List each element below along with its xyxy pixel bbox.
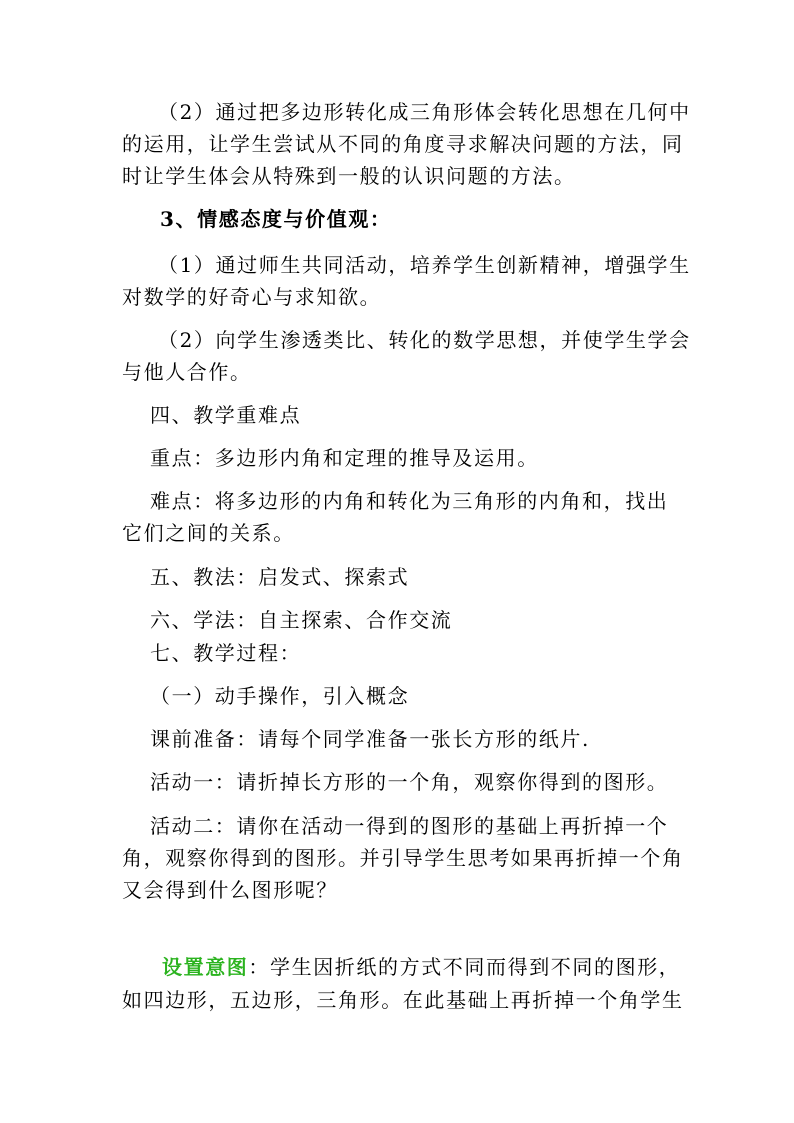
paragraph-line: 如四边形，五边形，三角形。在此基础上再折掉一个角学生	[122, 988, 684, 1012]
paragraph-line: 角，观察你得到的图形。并引导学生思考如果再折掉一个角	[122, 846, 684, 870]
paragraph-line: 活动二：请你在活动一得到的图形的基础上再折掉一个	[150, 814, 669, 838]
intent-text: ：学生因折纸的方式不同而得到不同的图形，	[248, 955, 681, 979]
paragraph-line: 难点：将多边形的内角和转化为三角形的内角和，找出	[150, 489, 669, 513]
paragraph-line: 的运用，让学生尝试从不同的角度寻求解决问题的方法，同	[122, 132, 684, 156]
paragraph-line: 活动一：请折掉长方形的一个角，观察你得到的图形。	[150, 770, 669, 794]
paragraph-line: 与他人合作。	[122, 360, 252, 384]
subsection-heading: （一）动手操作，引入概念	[150, 684, 410, 708]
paragraph-line: （2）通过把多边形转化成三角形体会转化思想在几何中	[158, 100, 691, 124]
section-heading: 3、情感态度与价值观：	[160, 207, 392, 231]
paragraph-line: 又会得到什么图形呢？	[122, 878, 338, 902]
paragraph-line: 对数学的好奇心与求知欲。	[122, 285, 382, 309]
section-heading: 五、教法：启发式、探索式	[150, 565, 410, 589]
paragraph-line: 课前准备：请每个同学准备一张长方形的纸片.	[150, 727, 590, 751]
paragraph-line: 重点：多边形内角和定理的推导及运用。	[150, 446, 539, 470]
paragraph-line: （1）通过师生共同活动，培养学生创新精神，增强学生	[158, 253, 691, 277]
section-heading: 四、教学重难点	[150, 403, 302, 427]
paragraph-line	[162, 955, 680, 979]
paragraph-line: 时让学生体会从特殊到一般的认识问题的方法。	[122, 164, 576, 188]
section-heading: 六、学法：自主探索、合作交流	[150, 608, 453, 632]
paragraph-line: 它们之间的关系。	[122, 521, 295, 545]
intent-label: 设置意图	[162, 955, 249, 979]
paragraph-line: （2）向学生渗透类比、转化的数学思想，并使学生学会	[158, 328, 691, 352]
section-heading: 七、教学过程：	[150, 641, 302, 665]
